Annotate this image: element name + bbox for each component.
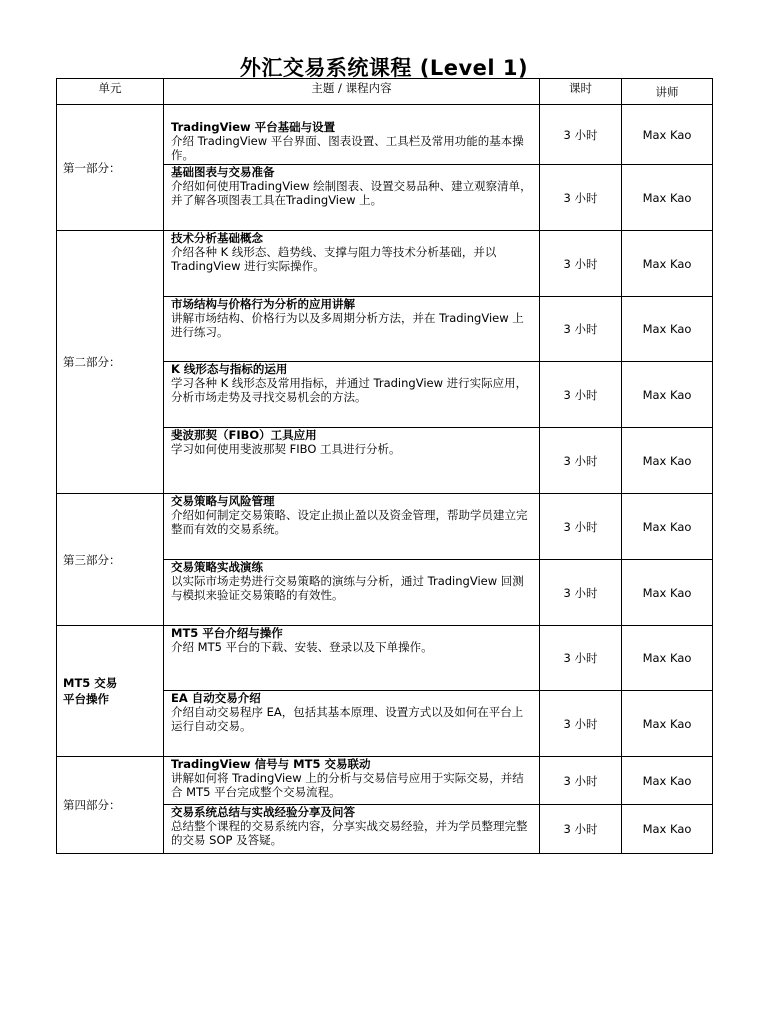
topic-desc: 讲解如何将 TradingView 上的分析与交易信号应用于实际交易，并结合 MT5 平台完成整个交易流程。 xyxy=(171,771,524,799)
topic-title: 市场结构与价格行为分析的应用讲解 xyxy=(171,297,355,311)
topic-cell xyxy=(164,105,540,165)
hours-cell: 3 小时 xyxy=(540,560,622,626)
topic-cell xyxy=(164,428,540,494)
teacher-cell: Max Kao xyxy=(622,165,713,231)
teacher-cell: Max Kao xyxy=(622,626,713,691)
hours-cell: 3 小时 xyxy=(540,691,622,757)
topic-title: TradingView 平台基础与设置 xyxy=(171,120,336,134)
topic-title: 交易策略与风险管理 xyxy=(171,494,275,508)
topic-desc: 介绍 MT5 平台的下载、安装、登录以及下单操作。 xyxy=(171,640,433,654)
hours-cell: 3 小时 xyxy=(540,626,622,691)
topic-desc: 学习各种 K 线形态及常用指标，并通过 TradingView 进行实际应用，分析市场走势及寻找交易机会的方法。 xyxy=(171,376,528,404)
section-label xyxy=(57,757,164,854)
hours-cell: 3 小时 xyxy=(540,428,622,494)
teacher-cell: Max Kao xyxy=(622,231,713,297)
topic-desc: 以实际市场走势进行交易策略的演练与分析，通过 TradingView 回测与模拟来验证交易策略的有效性。 xyxy=(171,574,524,602)
topic-desc: 介绍自动交易程序 EA，包括其基本原理、设置方式以及如何在平台上运行自动交易。 xyxy=(171,705,524,733)
table-row xyxy=(57,231,713,297)
topic-cell xyxy=(164,165,540,231)
topic-title: EA 自动交易介绍 xyxy=(171,691,261,705)
hours-cell: 3 小时 xyxy=(540,362,622,428)
teacher-cell: Max Kao xyxy=(622,805,713,854)
topic-desc: 学习如何使用斐波那契 FIBO 工具进行分析。 xyxy=(171,442,401,456)
section-label xyxy=(57,494,164,626)
section-name: 第一部分： xyxy=(63,160,121,175)
hours-cell: 3 小时 xyxy=(540,165,622,231)
teacher-cell: Max Kao xyxy=(622,297,713,362)
table-row xyxy=(57,105,713,165)
hours-cell: 3 小时 xyxy=(540,757,622,805)
hours-cell: 3 小时 xyxy=(540,494,622,560)
section-label xyxy=(57,626,164,757)
topic-desc: 讲解市场结构、价格行为以及多周期分析方法，并在 TradingView 上进行练习。 xyxy=(171,311,524,339)
topic-cell xyxy=(164,757,540,805)
hours-cell: 3 小时 xyxy=(540,805,622,854)
teacher-cell: Max Kao xyxy=(622,757,713,805)
teacher-cell: Max Kao xyxy=(622,691,713,757)
section-label xyxy=(57,231,164,494)
teacher-cell: Max Kao xyxy=(622,428,713,494)
hours-cell: 3 小时 xyxy=(540,231,622,297)
topic-desc: 介绍 TradingView 平台界面、图表设置、工具栏及常用功能的基本操作。 xyxy=(171,134,524,162)
table-row xyxy=(57,757,713,805)
table-header-row xyxy=(57,79,713,105)
topic-desc: 介绍如何使用TradingView 绘制图表、设置交易品种、建立观察清单，并了解各项图表工具在TradingView 上。 xyxy=(171,179,532,207)
teacher-cell: Max Kao xyxy=(622,560,713,626)
topic-title: 技术分析基础概念 xyxy=(171,231,263,245)
hours-cell: 3 小时 xyxy=(540,297,622,362)
topic-cell xyxy=(164,560,540,626)
topic-desc: 介绍各种 K 线形态、趋势线、支撑与阻力等技术分析基础，并以 TradingView 进行实际操作。 xyxy=(171,245,497,273)
topic-cell xyxy=(164,805,540,854)
topic-cell xyxy=(164,494,540,560)
topic-title: 斐波那契（FIBO）工具应用 xyxy=(171,428,317,442)
topic-cell xyxy=(164,231,540,297)
topic-title: TradingView 信号与 MT5 交易联动 xyxy=(171,757,371,771)
topic-title: 基础图表与交易准备 xyxy=(171,165,275,179)
header-section: 单元 xyxy=(57,79,164,105)
topic-desc: 介绍如何制定交易策略、设定止损止盈以及资金管理，帮助学员建立完整而有效的交易系统。 xyxy=(171,508,528,536)
section-name: 第三部分： xyxy=(63,552,121,567)
section-name: 第四部分： xyxy=(63,798,121,812)
topic-title: 交易系统总结与实战经验分享及问答 xyxy=(171,805,355,819)
topic-cell xyxy=(164,626,540,691)
teacher-cell: Max Kao xyxy=(622,362,713,428)
header-teacher: 讲师 xyxy=(622,79,713,105)
course-table xyxy=(56,78,713,854)
topic-cell xyxy=(164,297,540,362)
section-label xyxy=(57,105,164,231)
section-name-line: MT5 交易 xyxy=(63,676,118,690)
page-title: 外汇交易系统课程 (Level 1) xyxy=(239,56,529,80)
topic-desc: 总结整个课程的交易系统内容，分享实战交易经验，并为学员整理完整的交易 SOP 及答疑。 xyxy=(171,819,528,847)
header-topic: 主题 / 课程内容 xyxy=(164,79,540,105)
topic-cell xyxy=(164,362,540,428)
section-name-line: 平台操作 xyxy=(63,692,109,706)
header-hours: 课时 xyxy=(540,79,622,105)
teacher-cell: Max Kao xyxy=(622,105,713,165)
teacher-cell: Max Kao xyxy=(622,494,713,560)
hours-cell: 3 小时 xyxy=(540,105,622,165)
topic-cell xyxy=(164,691,540,757)
topic-title: K 线形态与指标的运用 xyxy=(171,362,288,376)
topic-title: 交易策略实战演练 xyxy=(171,560,263,574)
topic-title: MT5 平台介绍与操作 xyxy=(171,626,283,640)
section-name: 第二部分： xyxy=(63,355,121,369)
table-row xyxy=(57,626,713,691)
table-row xyxy=(57,494,713,560)
